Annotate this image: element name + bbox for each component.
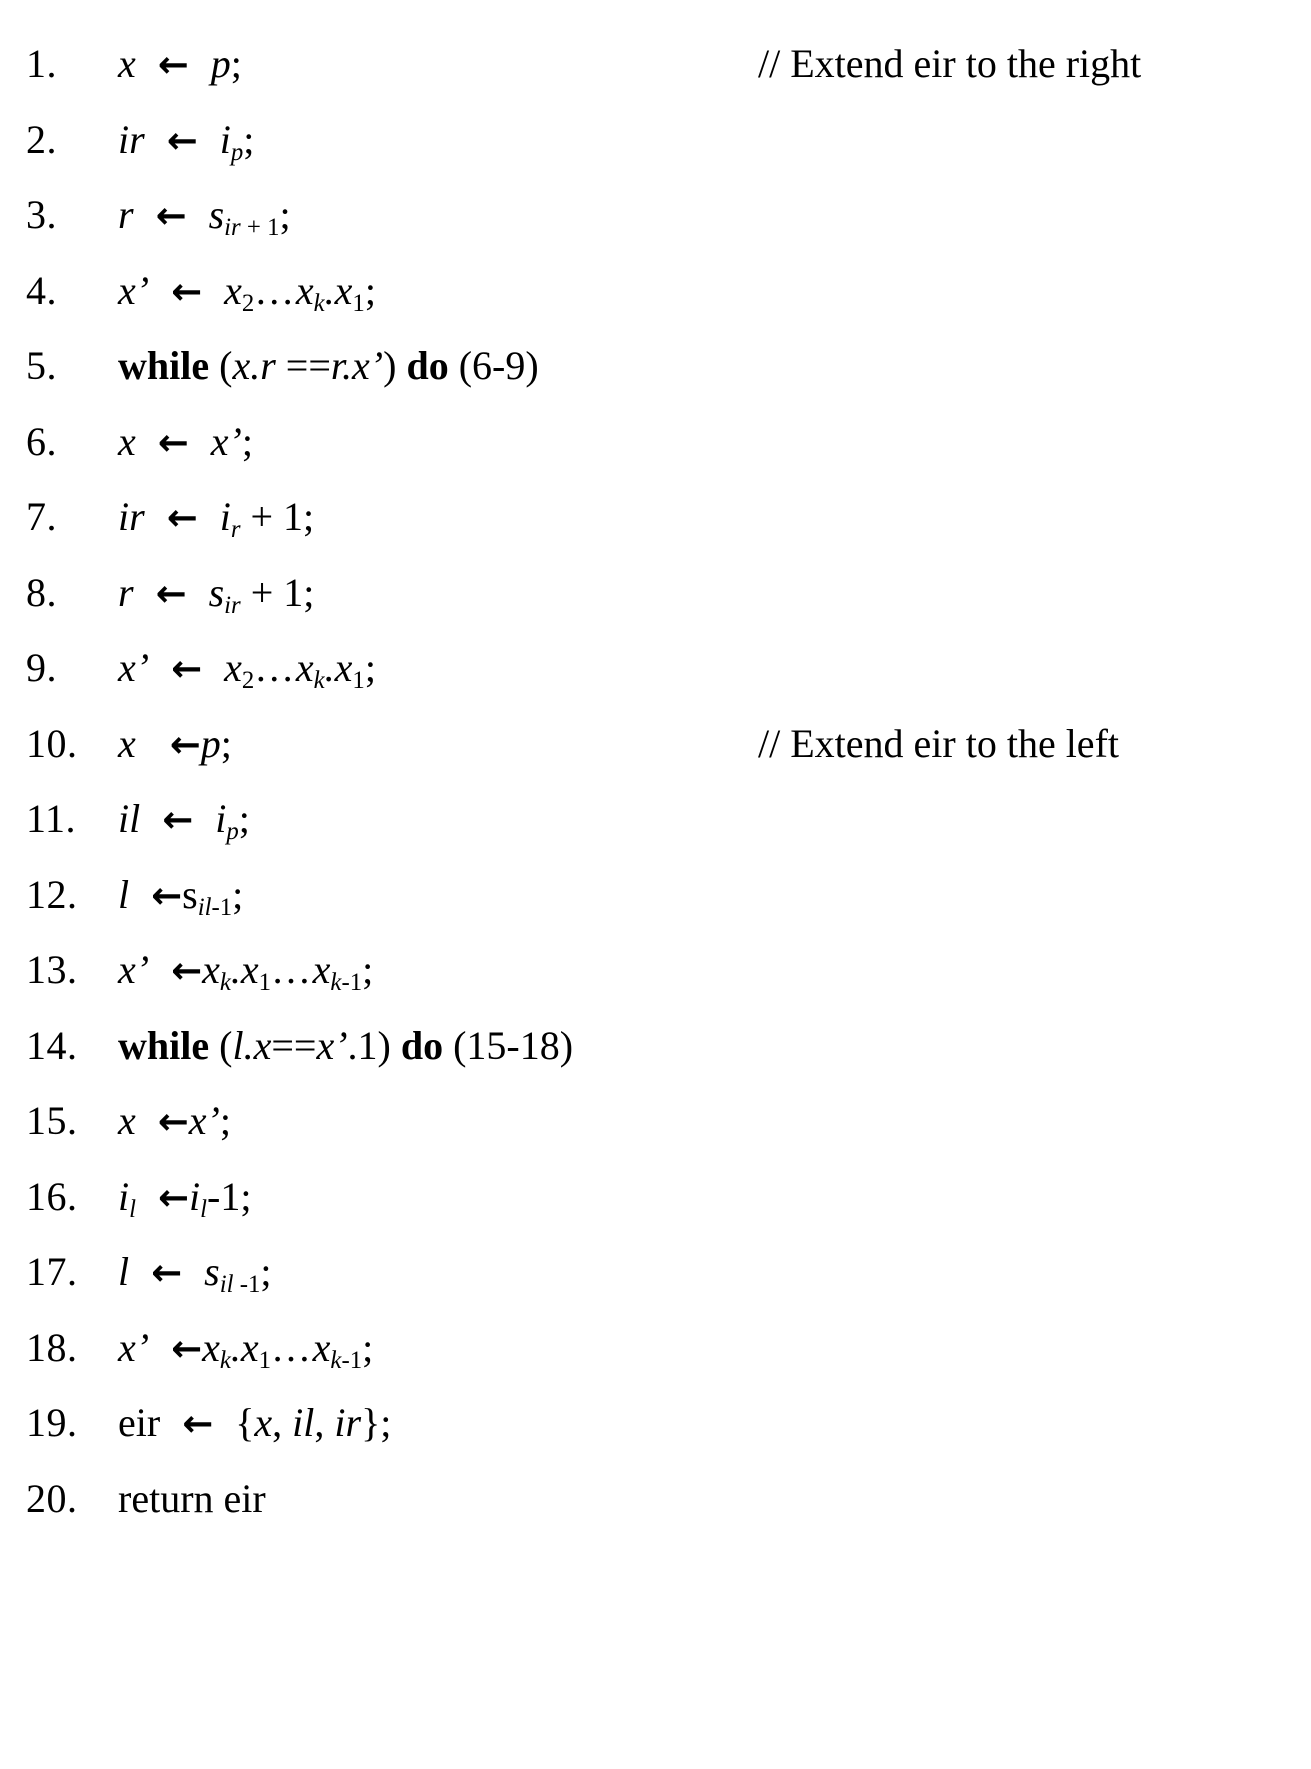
line-code: l $\leftarrow s_{il-1}$; — [118, 871, 244, 921]
line-number: 5. — [26, 343, 57, 388]
line-code: ir ← $i_r + 1$; — [118, 494, 315, 543]
line-number: 20. — [26, 1475, 78, 1521]
left-arrow-icon: ← — [151, 1251, 183, 1294]
left-arrow-icon: ← — [155, 194, 187, 237]
line-code: x ← p; — [118, 41, 242, 86]
keyword-do: do — [406, 343, 449, 388]
keyword-while: while — [118, 343, 210, 388]
code-line — [0, 328, 1311, 404]
left-arrow-icon: ← — [157, 420, 189, 464]
line-number: 3. — [26, 192, 57, 237]
line-number: 12. — [26, 871, 78, 917]
line-number: 17. — [26, 1249, 78, 1294]
code-line — [0, 102, 1311, 178]
line-code: x ←x’; — [118, 1098, 231, 1143]
line-number: 9. — [26, 645, 57, 690]
line-code: ir ← $i_p$; — [118, 116, 255, 166]
left-arrow-icon: ← — [171, 647, 203, 690]
left-arrow-icon: ← — [166, 118, 198, 162]
left-arrow-icon: ← — [182, 1402, 214, 1445]
line-code: eir ← {x, il, ir}; — [118, 1400, 392, 1445]
code-line — [0, 1461, 1311, 1537]
keyword-do: do — [400, 1022, 444, 1068]
line-code: x’ ← $x_2\dots x_k.x_1$; — [118, 645, 376, 694]
line-code: $i_l$ $\leftarrow i_l-1$; — [118, 1173, 252, 1223]
line-code: r ← $s_{ir} + 1$; — [118, 569, 315, 619]
line-comment: // Extend eir to the right — [758, 41, 1142, 86]
line-number: 18. — [26, 1324, 78, 1370]
line-code: x ← x’; — [118, 418, 253, 464]
line-code: x’ $\leftarrow x_k.x_1\dots x_{k-1}$; — [118, 947, 374, 996]
code-line — [0, 1159, 1311, 1235]
code-line — [0, 1234, 1311, 1310]
code-line — [0, 253, 1311, 329]
code-line — [0, 1083, 1311, 1159]
code-line — [0, 479, 1311, 555]
line-number: 1. — [26, 41, 57, 86]
line-code: while (l.x==x’.1) do (15-18) — [118, 1022, 574, 1068]
left-arrow-icon: ← — [169, 722, 201, 766]
line-code: r ← $s_{ir + 1}$; — [118, 192, 291, 241]
code-line — [0, 706, 1311, 782]
code-line — [0, 26, 1311, 102]
line-number: 7. — [26, 494, 57, 539]
keyword-while: while — [118, 1022, 210, 1068]
left-arrow-icon: ← — [151, 873, 183, 917]
code-line — [0, 630, 1311, 706]
line-number: 19. — [26, 1400, 78, 1445]
left-arrow-icon: ← — [162, 798, 194, 841]
line-number: 15. — [26, 1098, 78, 1143]
loop-range: (15-18) — [453, 1022, 574, 1068]
line-number: 2. — [26, 116, 57, 162]
code-line — [0, 1008, 1311, 1084]
line-code: x’ ← $x_2\dots x_k.x_1$; — [118, 267, 376, 317]
code-line — [0, 555, 1311, 631]
return-value: eir — [223, 1475, 266, 1521]
code-line — [0, 404, 1311, 480]
left-arrow-icon: ← — [171, 269, 203, 313]
loop-range: (6-9) — [458, 343, 539, 388]
code-line — [0, 857, 1311, 933]
line-number: 6. — [26, 418, 57, 464]
left-arrow-icon: ← — [157, 1100, 189, 1143]
line-number: 11. — [26, 796, 77, 841]
line-number: 4. — [26, 267, 57, 313]
line-code: while (x.r ==r.x’) do (6-9) — [118, 343, 539, 388]
line-number: 13. — [26, 947, 78, 992]
line-code: x ←p; — [118, 720, 232, 766]
left-arrow-icon: ← — [171, 949, 203, 992]
left-arrow-icon: ← — [157, 43, 189, 86]
left-arrow-icon: ← — [171, 1326, 203, 1370]
keyword-return: return — [118, 1475, 214, 1521]
code-line — [0, 1310, 1311, 1386]
line-code — [118, 1461, 758, 1537]
line-number: 16. — [26, 1173, 78, 1219]
line-code: l ← $s_{il -1}$; — [118, 1249, 272, 1298]
code-line — [0, 177, 1311, 253]
line-number: 14. — [26, 1022, 78, 1068]
line-comment: // Extend eir to the left — [758, 720, 1119, 766]
code-line — [0, 781, 1311, 857]
left-arrow-icon: ← — [158, 1175, 190, 1219]
line-code: x’ $\leftarrow x_k.x_1\dots x_{k-1}$; — [118, 1324, 374, 1374]
code-line — [0, 932, 1311, 1008]
line-code: il ← $i_p$; — [118, 796, 250, 845]
left-arrow-icon: ← — [166, 496, 198, 539]
line-number: 8. — [26, 569, 57, 615]
code-line — [0, 1385, 1311, 1461]
line-number: 10. — [26, 720, 78, 766]
left-arrow-icon: ← — [155, 571, 187, 615]
